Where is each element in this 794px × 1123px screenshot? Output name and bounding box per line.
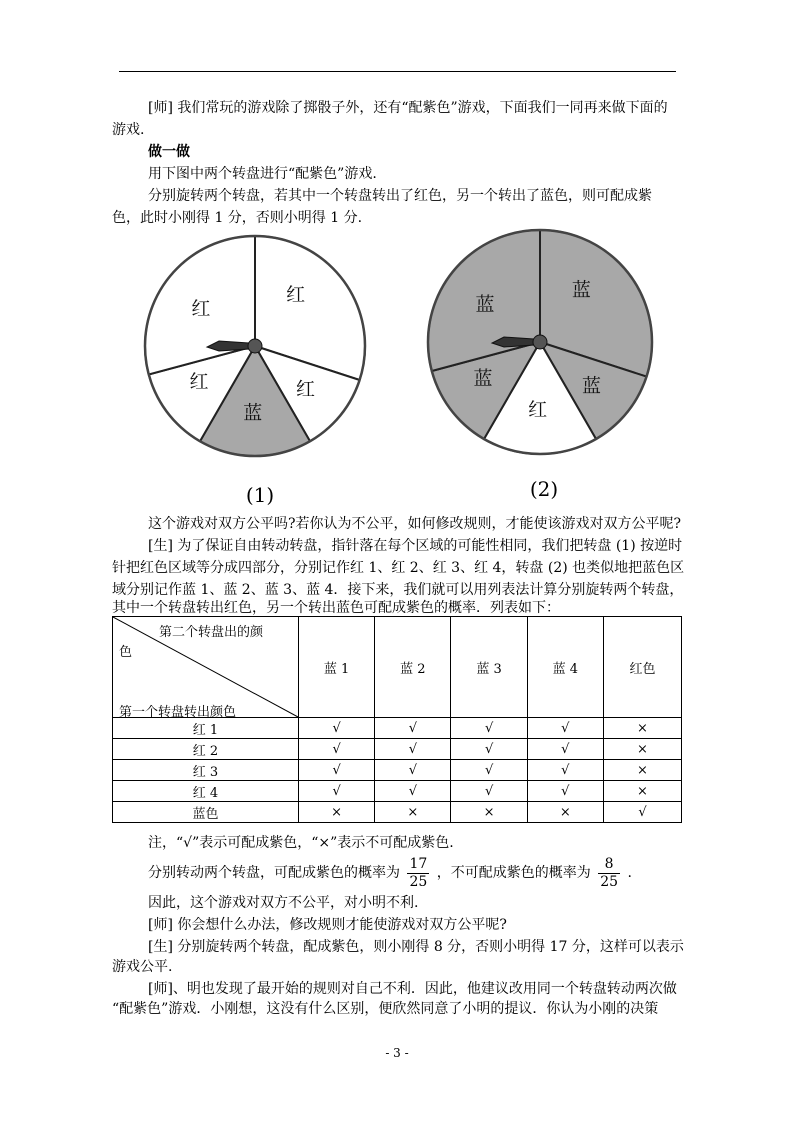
table-cell: √ xyxy=(375,718,451,739)
table-row xyxy=(113,802,682,823)
row-label: 红 1 xyxy=(113,718,299,739)
table-corner-cell xyxy=(113,617,299,718)
outcome-table xyxy=(112,616,682,823)
probability-line xyxy=(112,854,718,892)
table-cell: √ xyxy=(451,781,527,802)
para-2: 用下图中两个转盘进行“配紫色”游戏. xyxy=(148,166,377,182)
section-heading: 做一做 xyxy=(148,144,190,160)
para-7: [师] 你会想什么办法，修改规则才能使游戏对双方公平呢? xyxy=(148,917,507,933)
prob-prefix: 分别转动两个转盘，可配成紫色的概率为 xyxy=(148,865,400,881)
spinners-svg xyxy=(140,228,670,510)
table-cell: √ xyxy=(451,739,527,760)
spinner-1-caption: (1) xyxy=(245,483,275,507)
para-1-line-2: 游戏. xyxy=(112,122,145,138)
fraction-denominator: 25 xyxy=(600,873,619,890)
table-cell: × xyxy=(603,781,681,802)
corner-top-label-cont: 色 xyxy=(119,645,133,660)
para-4: 这个游戏对双方公平吗?若你认为不公平，如何修改规则，才能使该游戏对双方公平呢? xyxy=(148,516,682,532)
para-5-line-4: 其中一个转盘转出红色，另一个转出蓝色可配成紫色的概率．列表如下： xyxy=(112,600,560,616)
table-cell: × xyxy=(603,760,681,781)
row-label: 蓝色 xyxy=(113,802,299,823)
column-header: 蓝 4 xyxy=(527,617,603,718)
table-cell: √ xyxy=(527,760,603,781)
para-1-line-1: [师] 我们常玩的游戏除了掷骰子外，还有“配紫色”游戏，下面我们一同再来做下面的 xyxy=(148,100,668,116)
column-header: 红色 xyxy=(603,617,681,718)
spinner-2-sector-label: 蓝 xyxy=(473,367,493,390)
fraction-numerator: 8 xyxy=(598,856,620,874)
spinner-2-sector-label: 红 xyxy=(528,399,548,422)
table-cell: √ xyxy=(603,802,681,823)
para-9-line-1: [师]、明也发现了最开始的规则对自己不利．因此，他建议改用同一个转盘转动两次做 xyxy=(148,981,677,997)
spinner-1-sector-label: 红 xyxy=(286,283,306,306)
table-cell: √ xyxy=(375,781,451,802)
para-5-line-3: 域分别记作蓝 1、蓝 2、蓝 3、蓝 4．接下来，我们就可以用列表法计算分别旋转两个转盘， xyxy=(112,582,684,598)
para-8-line-2: 游戏公平. xyxy=(112,959,173,975)
table-cell: × xyxy=(375,802,451,823)
row-label: 红 2 xyxy=(113,739,299,760)
spinner-2-caption: (2) xyxy=(529,477,559,501)
table-cell: × xyxy=(603,718,681,739)
table-cell: √ xyxy=(299,718,375,739)
spinner-2-sector-label: 蓝 xyxy=(475,293,495,316)
column-header: 蓝 1 xyxy=(299,617,375,718)
prob-mid: ，不可配成紫色的概率为 xyxy=(436,865,591,881)
table-note: 注，“√”表示可配成紫色，“×”表示不可配成紫色. xyxy=(148,835,454,851)
spinner-2 xyxy=(428,230,652,454)
corner-bottom-label: 第一个转盘转出颜色 xyxy=(119,705,237,720)
page-number: - 3 - xyxy=(385,1046,409,1060)
table-cell: × xyxy=(451,802,527,823)
table-cell: √ xyxy=(527,718,603,739)
spinner-2-sector-label: 蓝 xyxy=(571,279,591,302)
para-9-line-2: “配紫色”游戏．小刚想，这没有什么区别，便欣然同意了小明的提议．你认为小刚的决策 xyxy=(112,1001,659,1017)
para-6: 因此，这个游戏对双方不公平，对小明不利. xyxy=(148,895,419,911)
spinner-1-sector-label: 红 xyxy=(296,378,316,401)
spinner-2-sector-label: 蓝 xyxy=(581,375,601,398)
fraction-numerator: 17 xyxy=(409,855,428,872)
table-cell: √ xyxy=(299,781,375,802)
fraction-denominator: 25 xyxy=(409,873,428,890)
para-3-line-1: 分别旋转两个转盘，若其中一个转盘转出了红色，另一个转出了蓝色，则可配成紫 xyxy=(148,188,652,204)
spinner-1-sector-label: 红 xyxy=(191,298,211,321)
table-row xyxy=(113,739,682,760)
table-cell: √ xyxy=(527,781,603,802)
table-cell: √ xyxy=(451,718,527,739)
table-cell: √ xyxy=(375,760,451,781)
spinner-1 xyxy=(145,236,365,456)
table-row xyxy=(113,760,682,781)
table-cell: √ xyxy=(451,760,527,781)
para-5-line-1: [生] 为了保证自由转动转盘，指针落在每个区域的可能性相同，我们把转盘 (1) 按逆时 xyxy=(148,538,683,554)
table-row xyxy=(113,781,682,802)
prob-suffix: . xyxy=(627,865,632,881)
row-label: 红 4 xyxy=(113,781,299,802)
fraction-not-purple xyxy=(598,856,620,891)
table-cell: × xyxy=(527,802,603,823)
column-header: 蓝 3 xyxy=(451,617,527,718)
para-8-line-1: [生] 分别旋转两个转盘，配成紫色，则小刚得 8 分，否则小明得 17 分，这样可以表示 xyxy=(148,939,684,955)
para-5-line-2: 针把红色区域等分成四部分，分别记作红 1、红 2、红 3、红 4，转盘 (2) 也类似地把蓝色区 xyxy=(112,560,685,576)
corner-top-label: 第二个转盘出的颜 xyxy=(159,625,264,640)
spinner-1-hub xyxy=(248,339,262,353)
table-row xyxy=(113,718,682,739)
spinner-2-hub xyxy=(533,335,547,349)
row-label: 红 3 xyxy=(113,760,299,781)
spinner-figure xyxy=(140,228,670,510)
table-cell: √ xyxy=(527,739,603,760)
table-cell: √ xyxy=(299,739,375,760)
table-cell: × xyxy=(299,802,375,823)
spinner-1-sector-label: 蓝 xyxy=(243,401,263,424)
para-3-line-2: 色，此时小刚得 1 分，否则小明得 1 分. xyxy=(112,210,363,226)
table-cell: √ xyxy=(299,760,375,781)
spinner-1-sector-label: 红 xyxy=(189,370,209,393)
column-header: 蓝 2 xyxy=(375,617,451,718)
table-cell: √ xyxy=(375,739,451,760)
fraction-purple xyxy=(407,856,429,891)
header-rule xyxy=(119,71,676,72)
table-cell: × xyxy=(603,739,681,760)
